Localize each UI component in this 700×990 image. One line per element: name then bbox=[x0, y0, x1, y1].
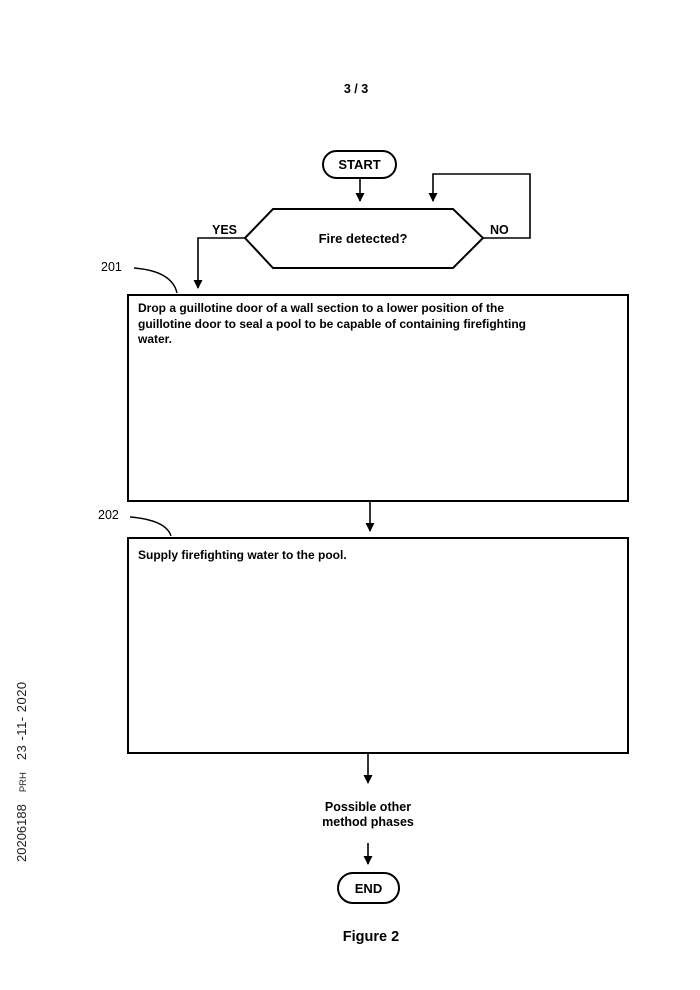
end-label: END bbox=[354, 880, 383, 896]
reference-numeral-202: 202 bbox=[98, 508, 119, 522]
leader-line-202 bbox=[130, 517, 171, 536]
other-method-phases-label: Possible other method phases bbox=[322, 800, 414, 829]
reference-numeral-201: 201 bbox=[101, 260, 122, 274]
no-branch-label: NO bbox=[490, 223, 509, 237]
filing-stamp bbox=[14, 662, 29, 862]
step-202-text: Supply firefighting water to the pool. bbox=[138, 548, 347, 562]
yes-branch-label: YES bbox=[211, 223, 237, 237]
start-label: START bbox=[338, 157, 381, 172]
process-box-202 bbox=[128, 538, 628, 753]
decision-label: Fire detected? bbox=[318, 231, 408, 246]
leader-line-201 bbox=[134, 268, 177, 293]
stamp-date: 23 -11- 2020 bbox=[14, 681, 29, 761]
page-number: 3 / 3 bbox=[343, 82, 369, 96]
figure-caption: Figure 2 bbox=[342, 929, 400, 945]
stamp-doc-number: 20206188 bbox=[14, 804, 29, 862]
step-201-text: Drop a guillotine door of a wall section to a lower position of the guillotine door to seal a pool to be capable of containing firefighting water. bbox=[138, 301, 527, 346]
stamp-office: PRH bbox=[18, 772, 29, 793]
arrow-yes-branch bbox=[198, 238, 245, 288]
